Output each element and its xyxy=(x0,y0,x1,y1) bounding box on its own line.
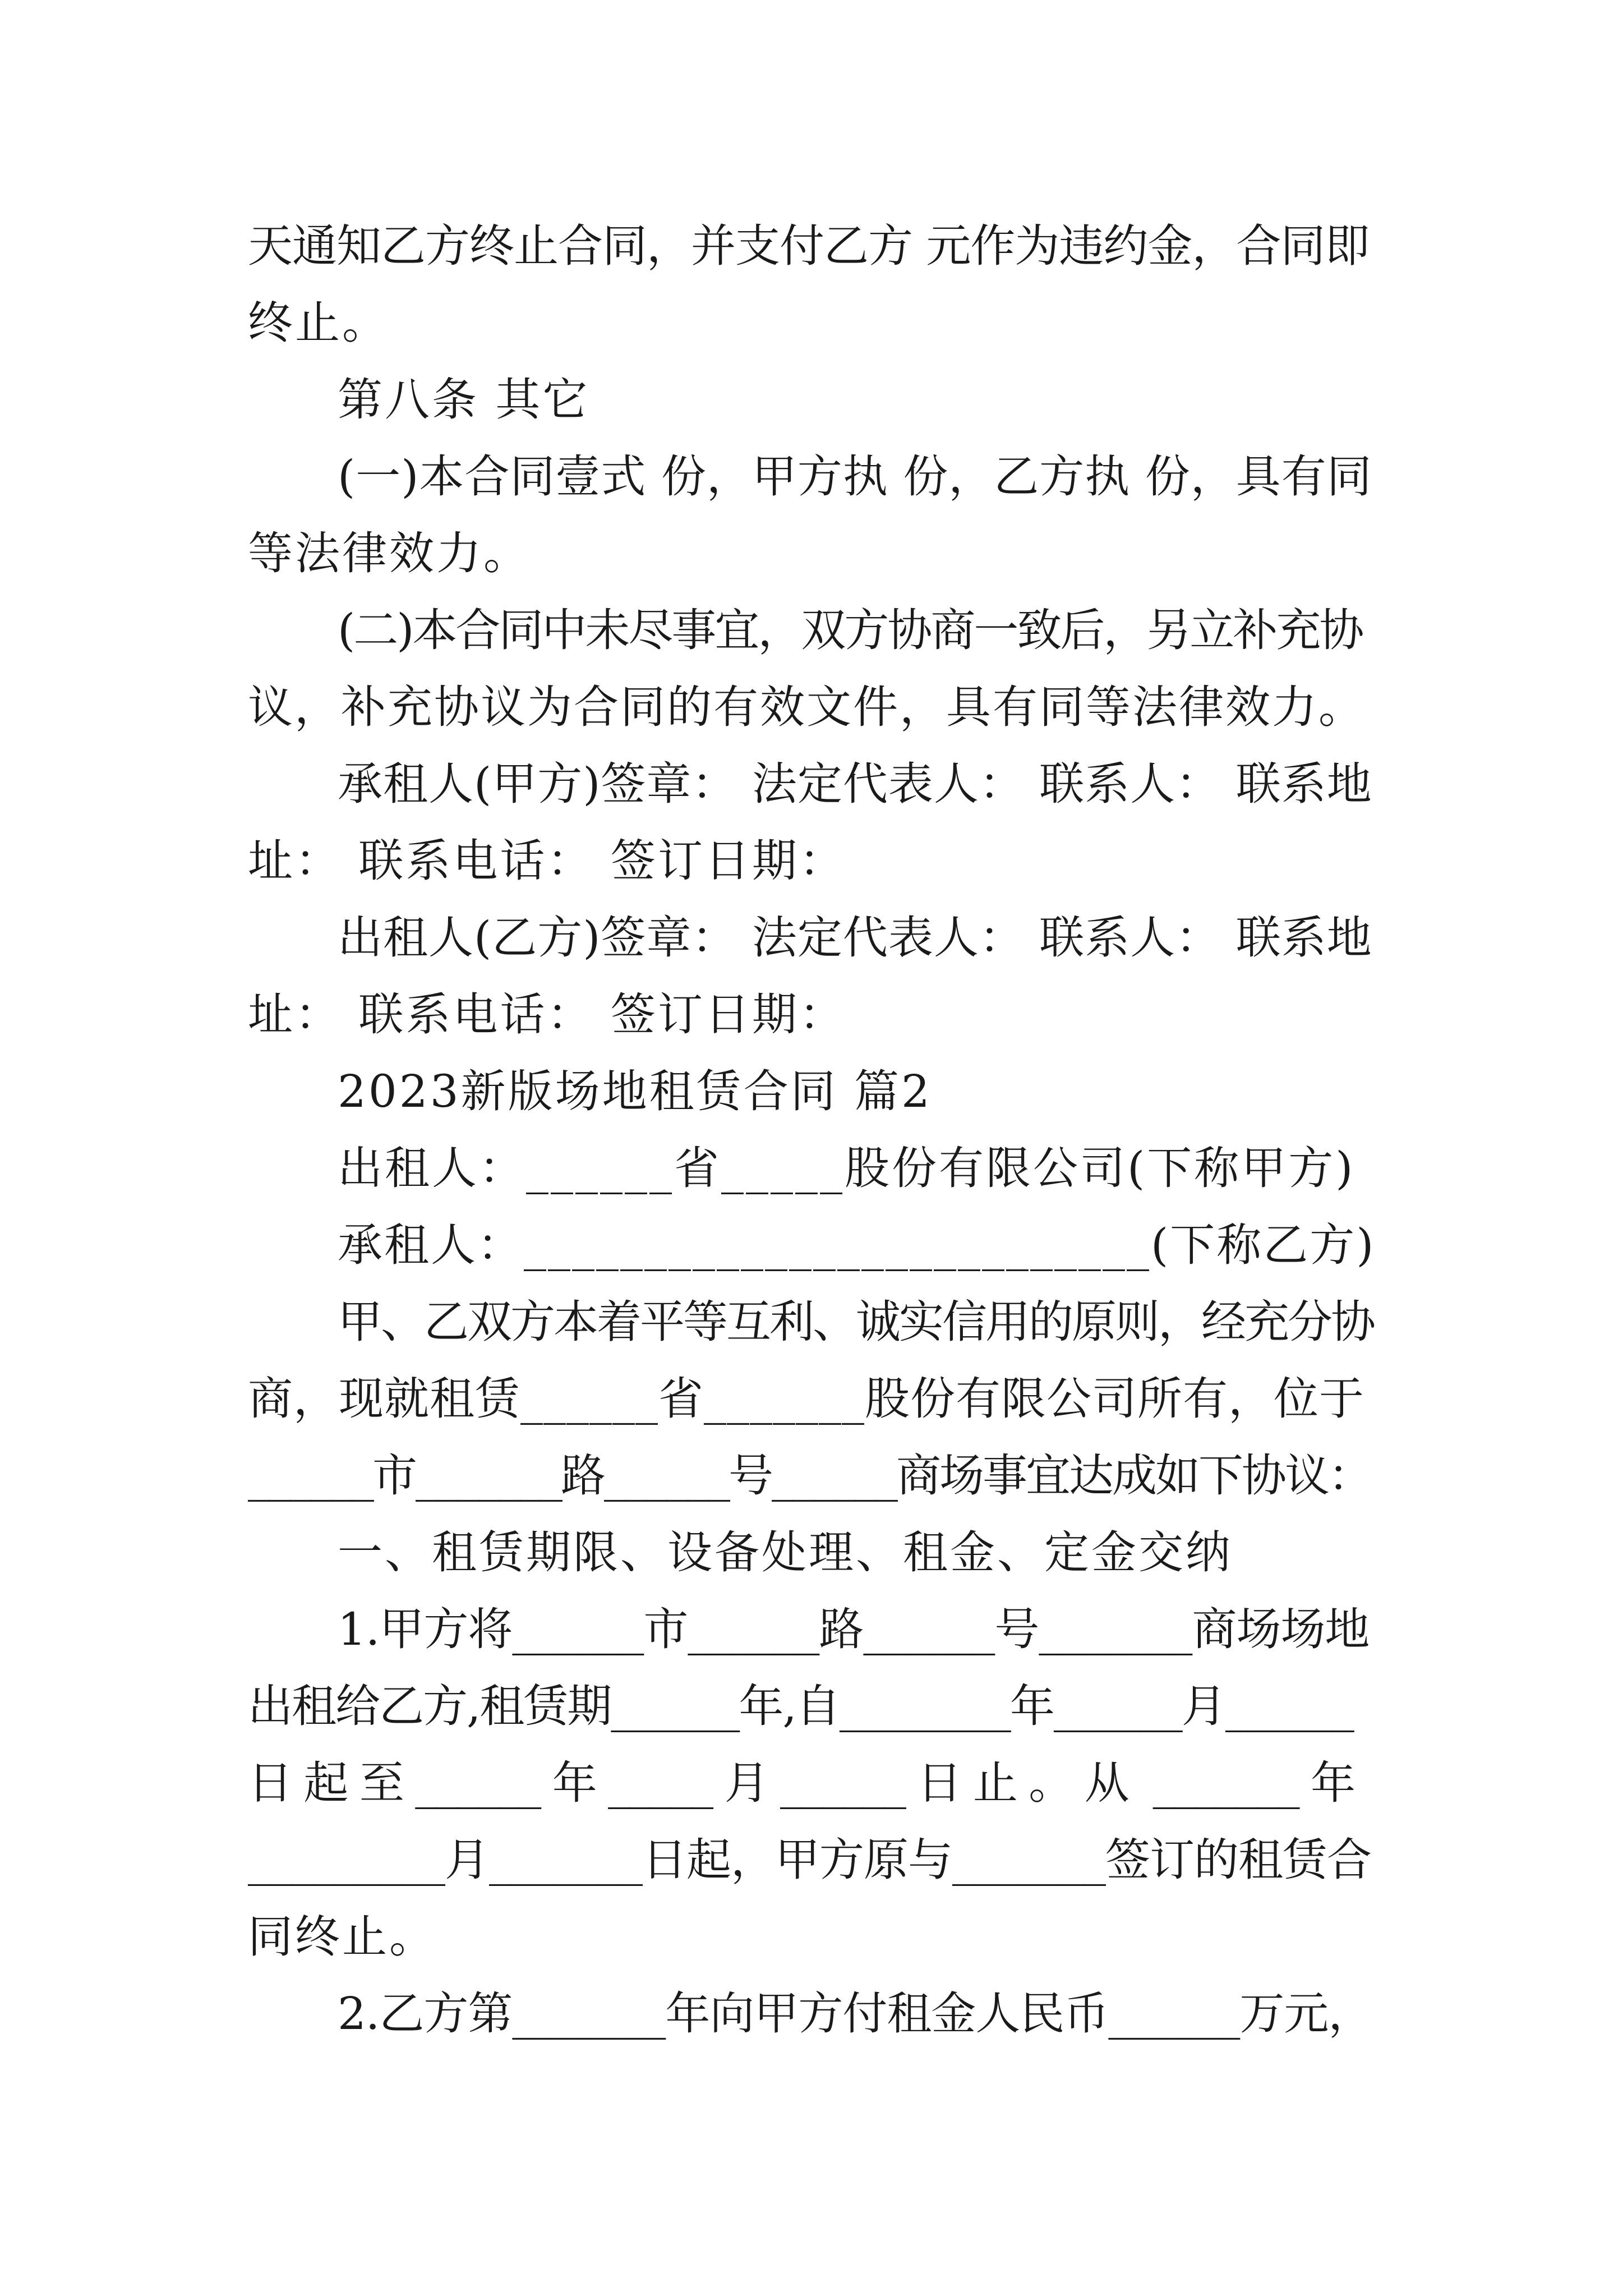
section-heading: 一、租赁期限、设备处理、租金、定金交纳 xyxy=(338,1526,1233,1579)
party-line: 出租人：______省_____股份有限公司(下称甲方) xyxy=(338,1142,1355,1194)
text-line: 1.甲方将______市______路______号_______商场场地 xyxy=(338,1603,1370,1655)
party-line: 承租人：__________________________(下称乙方) xyxy=(338,1219,1376,1271)
text-line: 同终止。 xyxy=(248,1911,436,1963)
signature-line: 址： 联系电话： 签订日期： xyxy=(248,988,846,1041)
text-line: 出租给乙方,租赁期______年,自________年______月______ xyxy=(248,1680,1353,1732)
document-body xyxy=(248,208,1375,2052)
text-line: ______市_______路______号______商场事宜达成如下协议： xyxy=(248,1450,1371,1502)
text-line: (一)本合同壹式 份，甲方执 份，乙方执 份，具有同 xyxy=(338,450,1372,503)
text-line: 甲、乙双方本着平等互利、诚实信用的原则，经充分协 xyxy=(338,1296,1374,1348)
text-line: 终止。 xyxy=(248,297,389,349)
document-title: 2023新版场地租赁合同 篇2 xyxy=(338,1065,932,1117)
text-line: 商，现就租赁______省_______股份有限公司所有，位于 xyxy=(248,1373,1364,1425)
text-line: 天通知乙方终止合同，并支付乙方 元作为违约金，合同即 xyxy=(248,220,1370,272)
text-line: _________月_______日起，甲方原与_______签订的租赁合 xyxy=(248,1834,1371,1886)
text-line: 等法律效力。 xyxy=(248,527,531,579)
text-line: (二)本合同中未尽事宜，双方协商一致后，另立补充协 xyxy=(338,604,1363,656)
signature-line: 出租人(乙方)签章： 法定代表人： 联系人： 联系地 xyxy=(338,912,1372,964)
signature-line: 址： 联系电话： 签订日期： xyxy=(248,835,846,887)
section-heading: 第八条 其它 xyxy=(338,374,590,426)
text-line: 议，补充协议为合同的有效文件，具有同等法律效力。 xyxy=(248,681,1365,733)
signature-line: 承租人(甲方)签章： 法定代表人： 联系人： 联系地 xyxy=(338,758,1372,810)
text-line: 2.乙方第_______年向甲方付租金人民币______万元， xyxy=(338,1987,1373,2040)
text-line: 日 起 至 ______ 年 _____ 月 ______ 日 止 。 从 _______ 年 xyxy=(248,1757,1354,1809)
